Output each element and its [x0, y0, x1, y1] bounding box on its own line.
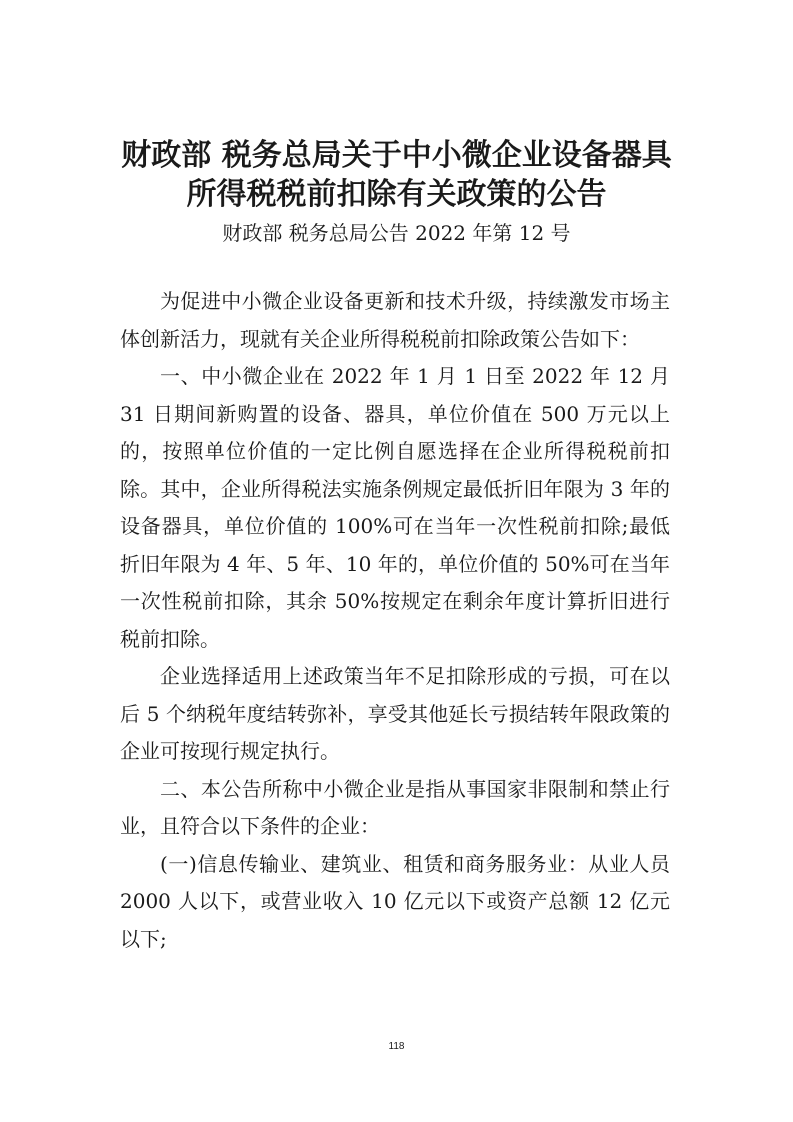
- document-body: [120, 283, 670, 958]
- document-title-line-1: 财政部 税务总局关于中小微企业设备器具: [121, 138, 672, 173]
- paragraph-preamble: 为促进中小微企业设备更新和技术升级，持续激发市场主体创新活力，现就有关企业所得税税前扣除政策公告如下：: [120, 289, 670, 351]
- page-number: 118: [388, 1041, 405, 1052]
- document-title-line-2: 所得税税前扣除有关政策的公告: [186, 177, 607, 212]
- document-number: 财政部 税务总局公告 2022 年第 12 号: [222, 221, 571, 245]
- paragraph-article-2: 二、本公告所称中小微企业是指从事国家非限制和禁止行业，且符合以下条件的企业：: [120, 776, 670, 838]
- paragraph-item-1: (一)信息传输业、建筑业、租赁和商务服务业：从业人员 2000 人以下，或营业收入 10 亿元以下或资产总额 12 亿元以下;: [120, 851, 670, 951]
- paragraph-loss-carryover: 企业选择适用上述政策当年不足扣除形成的亏损，可在以后 5 个纳税年度结转弥补，享受其他延长亏损结转年限政策的企业可按现行规定执行。: [120, 664, 670, 763]
- paragraph-article-1: 一、中小微企业在 2022 年 1 月 1 日至 2022 年 12 月 31 日期间新购置的设备、器具，单位价值在 500 万元以上的，按照单位价值的一定比例自愿选择在企业所得税税前扣除。其中，企业所得税法实施条例规定最低折旧年限为 3 年的设备器具，单位价值的 100%可在当年一次性税前扣除;最低折旧年限为 4 年、5 年、10 年的，单位价值的 50%可在当年一次性税前扣除，其余 50%按规定在剩余年度计算折旧进行税前扣除。: [120, 364, 670, 651]
